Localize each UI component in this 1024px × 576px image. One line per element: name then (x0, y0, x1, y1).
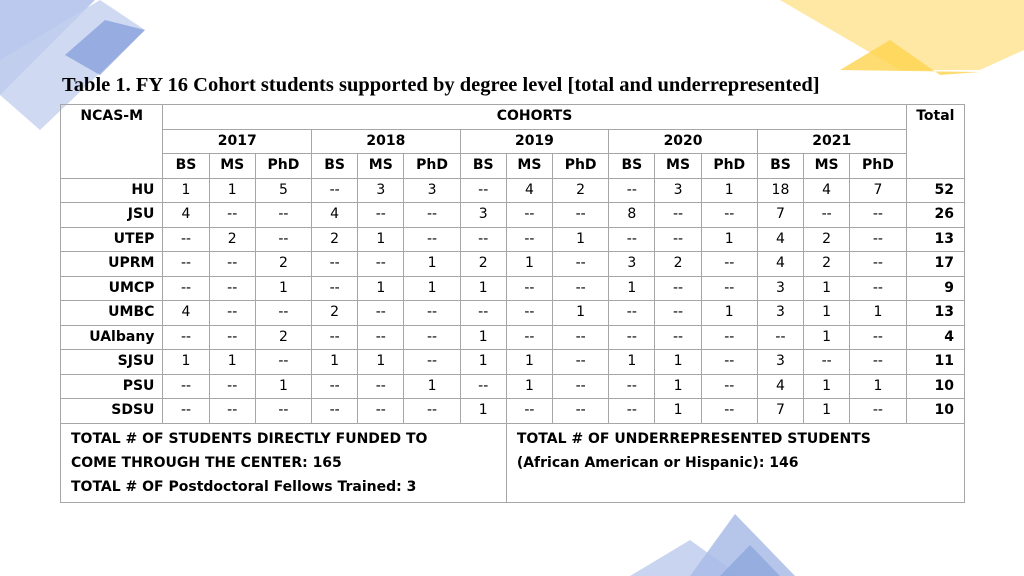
row-total-cell: 13 (906, 301, 964, 326)
count-cell: -- (701, 399, 757, 424)
table-row (61, 252, 965, 277)
year-header: 2019 (460, 129, 609, 154)
count-cell: -- (255, 203, 311, 228)
count-cell: 1 (460, 276, 506, 301)
count-cell: 1 (460, 399, 506, 424)
count-cell: 2 (209, 227, 255, 252)
count-cell: 1 (506, 350, 552, 375)
count-cell: -- (255, 350, 311, 375)
count-cell: -- (404, 399, 460, 424)
count-cell: -- (609, 178, 655, 203)
count-cell: -- (404, 227, 460, 252)
count-cell: -- (358, 325, 404, 350)
count-cell: 1 (701, 227, 757, 252)
count-cell: -- (850, 350, 906, 375)
degree-header: MS (804, 154, 850, 179)
count-cell: -- (209, 301, 255, 326)
count-cell: -- (358, 301, 404, 326)
table-row (61, 276, 965, 301)
count-cell: 1 (655, 350, 701, 375)
count-cell: 3 (460, 203, 506, 228)
count-cell: 1 (358, 276, 404, 301)
count-cell: 4 (163, 203, 209, 228)
degree-header: MS (358, 154, 404, 179)
count-cell: 1 (506, 252, 552, 277)
count-cell: 8 (609, 203, 655, 228)
degree-header: BS (312, 154, 358, 179)
table-row (61, 374, 965, 399)
count-cell: -- (609, 399, 655, 424)
count-cell: -- (209, 374, 255, 399)
year-header: 2020 (609, 129, 758, 154)
count-cell: -- (553, 203, 609, 228)
row-total-cell: 17 (906, 252, 964, 277)
count-cell: 1 (460, 350, 506, 375)
count-cell: 4 (163, 301, 209, 326)
school-name-cell: HU (61, 178, 163, 203)
count-cell: 3 (757, 301, 803, 326)
year-header: 2017 (163, 129, 312, 154)
count-cell: -- (506, 325, 552, 350)
table-row (61, 178, 965, 203)
count-cell: 1 (255, 276, 311, 301)
count-cell: -- (553, 399, 609, 424)
count-cell: -- (701, 252, 757, 277)
count-cell: -- (312, 178, 358, 203)
table-row (61, 301, 965, 326)
corner-header: NCAS-M (61, 105, 163, 179)
count-cell: -- (757, 325, 803, 350)
count-cell: -- (460, 227, 506, 252)
count-cell: -- (460, 178, 506, 203)
count-cell: -- (506, 203, 552, 228)
count-cell: -- (609, 227, 655, 252)
table-row (61, 350, 965, 375)
count-cell: -- (506, 399, 552, 424)
table-row (61, 399, 965, 424)
school-name-cell: UTEP (61, 227, 163, 252)
count-cell: -- (655, 325, 701, 350)
count-cell: -- (209, 325, 255, 350)
count-cell: 4 (757, 374, 803, 399)
total-header: Total (906, 105, 964, 179)
count-cell: -- (404, 350, 460, 375)
count-cell: 1 (163, 178, 209, 203)
count-cell: -- (655, 301, 701, 326)
school-name-cell: SJSU (61, 350, 163, 375)
table-row (61, 203, 965, 228)
count-cell: -- (701, 350, 757, 375)
count-cell: 1 (850, 301, 906, 326)
count-cell: -- (404, 325, 460, 350)
degree-header: PhD (404, 154, 460, 179)
row-total-cell: 52 (906, 178, 964, 203)
row-total-cell: 26 (906, 203, 964, 228)
count-cell: -- (163, 399, 209, 424)
count-cell: -- (312, 374, 358, 399)
count-cell: 1 (255, 374, 311, 399)
row-total-cell: 10 (906, 374, 964, 399)
row-total-cell: 10 (906, 399, 964, 424)
count-cell: -- (312, 252, 358, 277)
degree-header: MS (655, 154, 701, 179)
count-cell: -- (358, 399, 404, 424)
school-name-cell: UPRM (61, 252, 163, 277)
count-cell: -- (609, 374, 655, 399)
count-cell: 1 (655, 374, 701, 399)
count-cell: 3 (655, 178, 701, 203)
count-cell: -- (312, 276, 358, 301)
count-cell: 2 (804, 252, 850, 277)
count-cell: -- (804, 203, 850, 228)
count-cell: 1 (404, 374, 460, 399)
count-cell: -- (850, 203, 906, 228)
count-cell: 4 (506, 178, 552, 203)
count-cell: -- (460, 301, 506, 326)
count-cell: 2 (553, 178, 609, 203)
count-cell: 1 (850, 374, 906, 399)
summary-right-line: (African American or Hispanic): 146 (516, 454, 799, 471)
school-name-cell: UAlbany (61, 325, 163, 350)
summary-right (506, 423, 964, 502)
count-cell: -- (701, 203, 757, 228)
cohort-table (60, 104, 965, 503)
count-cell: -- (850, 276, 906, 301)
degree-header: PhD (553, 154, 609, 179)
count-cell: 1 (804, 399, 850, 424)
count-cell: 1 (701, 178, 757, 203)
count-cell: 2 (255, 252, 311, 277)
summary-left (61, 423, 507, 502)
count-cell: 3 (609, 252, 655, 277)
count-cell: -- (850, 227, 906, 252)
count-cell: -- (553, 276, 609, 301)
count-cell: 1 (312, 350, 358, 375)
count-cell: 1 (701, 301, 757, 326)
count-cell: 3 (358, 178, 404, 203)
cohorts-header: COHORTS (163, 105, 906, 130)
degree-header: MS (209, 154, 255, 179)
count-cell: -- (209, 276, 255, 301)
year-header-row (61, 129, 965, 154)
count-cell: 1 (553, 301, 609, 326)
count-cell: 2 (655, 252, 701, 277)
table-row (61, 325, 965, 350)
count-cell: -- (163, 325, 209, 350)
count-cell: -- (804, 350, 850, 375)
count-cell: 18 (757, 178, 803, 203)
count-cell: -- (163, 374, 209, 399)
count-cell: 1 (460, 325, 506, 350)
count-cell: -- (553, 374, 609, 399)
school-name-cell: SDSU (61, 399, 163, 424)
count-cell: 1 (163, 350, 209, 375)
count-cell: -- (506, 276, 552, 301)
count-cell: -- (460, 374, 506, 399)
degree-header: MS (506, 154, 552, 179)
count-cell: 1 (553, 227, 609, 252)
count-cell: -- (701, 276, 757, 301)
count-cell: -- (553, 325, 609, 350)
summary-left-line: COME THROUGH THE CENTER: 165 (71, 454, 342, 471)
count-cell: 1 (609, 350, 655, 375)
count-cell: 3 (757, 276, 803, 301)
summary-right-line: TOTAL # OF UNDERREPRESENTED STUDENTS (516, 430, 871, 447)
count-cell: 1 (209, 350, 255, 375)
year-header: 2018 (312, 129, 461, 154)
year-header: 2021 (757, 129, 906, 154)
count-cell: -- (701, 325, 757, 350)
count-cell: 2 (312, 227, 358, 252)
count-cell: -- (209, 399, 255, 424)
count-cell: -- (358, 374, 404, 399)
count-cell: 7 (757, 399, 803, 424)
degree-header: PhD (255, 154, 311, 179)
table-row (61, 227, 965, 252)
top-right-decor (780, 0, 1024, 120)
count-cell: -- (404, 203, 460, 228)
count-cell: 4 (757, 227, 803, 252)
count-cell: -- (255, 227, 311, 252)
count-cell: 2 (255, 325, 311, 350)
count-cell: -- (255, 399, 311, 424)
count-cell: 1 (358, 227, 404, 252)
count-cell: -- (655, 227, 701, 252)
row-total-cell: 9 (906, 276, 964, 301)
count-cell: -- (358, 252, 404, 277)
count-cell: 1 (804, 301, 850, 326)
count-cell: -- (553, 350, 609, 375)
row-total-cell: 11 (906, 350, 964, 375)
count-cell: -- (553, 252, 609, 277)
count-cell: 1 (404, 276, 460, 301)
count-cell: 1 (804, 374, 850, 399)
count-cell: -- (655, 203, 701, 228)
count-cell: -- (358, 203, 404, 228)
degree-header: BS (163, 154, 209, 179)
count-cell: -- (609, 301, 655, 326)
count-cell: -- (209, 203, 255, 228)
count-cell: 4 (757, 252, 803, 277)
count-cell: -- (850, 252, 906, 277)
count-cell: -- (255, 301, 311, 326)
count-cell: 1 (209, 178, 255, 203)
count-cell: -- (404, 301, 460, 326)
row-total-cell: 4 (906, 325, 964, 350)
school-name-cell: UMBC (61, 301, 163, 326)
degree-header: BS (609, 154, 655, 179)
degree-header: PhD (850, 154, 906, 179)
count-cell: 2 (804, 227, 850, 252)
bottom-decor (630, 500, 820, 576)
count-cell: -- (163, 276, 209, 301)
row-total-cell: 13 (906, 227, 964, 252)
summary-left-line: TOTAL # OF STUDENTS DIRECTLY FUNDED TO (71, 430, 428, 447)
degree-header: BS (757, 154, 803, 179)
count-cell: 1 (404, 252, 460, 277)
count-cell: -- (506, 301, 552, 326)
school-name-cell: UMCP (61, 276, 163, 301)
count-cell: 7 (850, 178, 906, 203)
count-cell: 5 (255, 178, 311, 203)
summary-left-line: TOTAL # OF Postdoctoral Fellows Trained: 3 (71, 478, 417, 495)
count-cell: -- (850, 399, 906, 424)
degree-header: BS (460, 154, 506, 179)
degree-header-row (61, 154, 965, 179)
count-cell: -- (312, 399, 358, 424)
count-cell: 3 (404, 178, 460, 203)
count-cell: 7 (757, 203, 803, 228)
count-cell: -- (701, 374, 757, 399)
page-title: Table 1. FY 16 Cohort students supported by degree level [total and underrepresented] (62, 74, 820, 96)
count-cell: -- (312, 325, 358, 350)
count-cell: 4 (312, 203, 358, 228)
count-cell: 1 (655, 399, 701, 424)
count-cell: -- (163, 252, 209, 277)
count-cell: 2 (460, 252, 506, 277)
count-cell: 3 (757, 350, 803, 375)
count-cell: -- (655, 276, 701, 301)
count-cell: 1 (506, 374, 552, 399)
count-cell: -- (163, 227, 209, 252)
count-cell: 1 (358, 350, 404, 375)
count-cell: 2 (312, 301, 358, 326)
count-cell: -- (209, 252, 255, 277)
school-name-cell: PSU (61, 374, 163, 399)
degree-header: PhD (701, 154, 757, 179)
count-cell: -- (506, 227, 552, 252)
count-cell: 1 (609, 276, 655, 301)
school-name-cell: JSU (61, 203, 163, 228)
count-cell: 1 (804, 325, 850, 350)
count-cell: -- (850, 325, 906, 350)
count-cell: -- (609, 325, 655, 350)
count-cell: 1 (804, 276, 850, 301)
count-cell: 4 (804, 178, 850, 203)
table-body (61, 178, 965, 423)
